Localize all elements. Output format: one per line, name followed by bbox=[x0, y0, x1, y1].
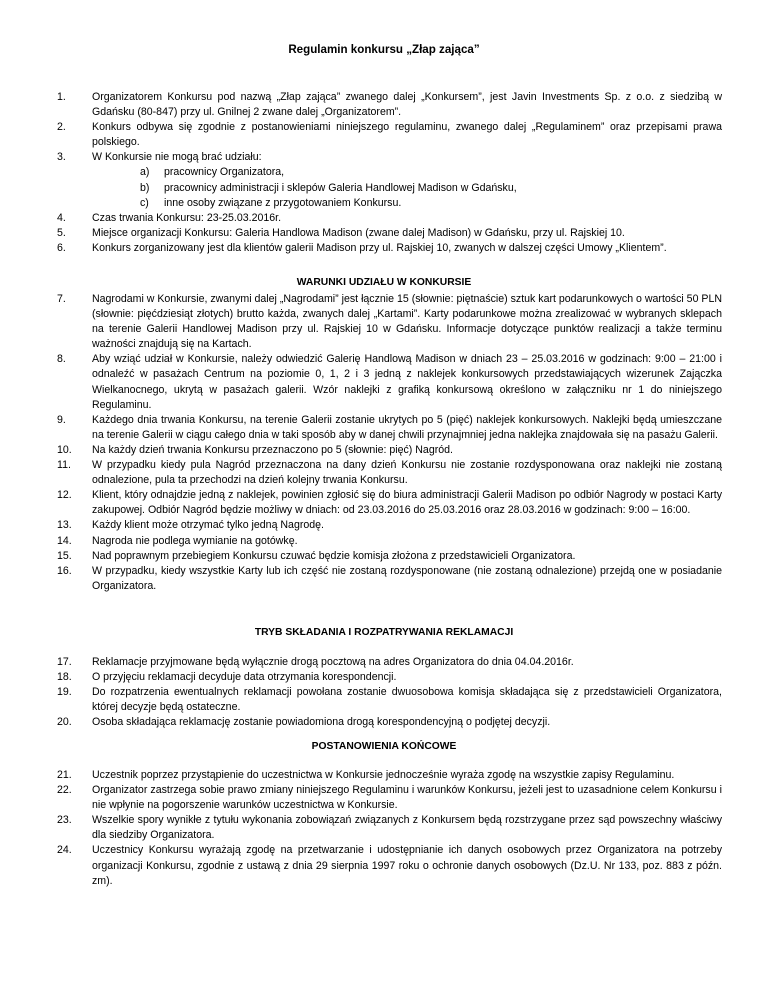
section-heading-conditions: WARUNKI UDZIAŁU W KONKURSIE bbox=[296, 277, 472, 288]
item-text: Uczestnik poprzez przystąpienie do uczestnictwa w Konkursie jednocześnie wyraża zgodę na wszystkie zapisy Regulaminu. bbox=[92, 769, 675, 781]
item-number: 16. bbox=[57, 564, 72, 577]
excluded-persons-sublist bbox=[92, 165, 722, 210]
list-item bbox=[57, 564, 722, 594]
list-item bbox=[57, 120, 722, 150]
list-item bbox=[57, 783, 722, 813]
section-heading-final-provisions: POSTANOWIENIA KOŃCOWE bbox=[311, 741, 457, 752]
list-item bbox=[57, 813, 722, 843]
item-text: Konkurs odbywa się zgodnie z postanowieniami niniejszego regulaminu, zwanego dalej „Regulaminem” oraz przepisami prawa polskiego. bbox=[92, 121, 722, 149]
item-text: Osoba składająca reklamację zostanie powiadomiona drogą korespondencyjną o podjętej decyzji. bbox=[92, 716, 551, 729]
rules-list-general bbox=[57, 90, 722, 256]
item-text: W Konkursie nie mogą brać udziału: bbox=[92, 151, 262, 164]
item-number: 5. bbox=[57, 226, 66, 239]
list-item bbox=[57, 488, 722, 518]
sublist-item bbox=[92, 181, 722, 196]
item-text: Uczestnicy Konkursu wyrażają zgodę na przetwarzanie i udostępnianie ich danych osobowych przez Organizatora na potrzeby organizacji Konkursu, zgodnie z ustawą z dnia 29 sierpnia 1997 roku o ochronie danych osobowych (Dz.U. Nr 133, poz. 883 z późn. zm). bbox=[92, 844, 722, 887]
item-number: 4. bbox=[57, 211, 66, 224]
item-number: 14. bbox=[57, 534, 72, 547]
item-text: Nagroda nie podlega wymianie na gotówkę. bbox=[92, 534, 298, 547]
list-item bbox=[57, 211, 722, 226]
item-number: 9. bbox=[57, 413, 66, 426]
list-item bbox=[57, 843, 722, 888]
item-number: 8. bbox=[57, 353, 66, 366]
page-title: Regulamin konkursu „Złap zająca” bbox=[288, 43, 480, 56]
rules-list-final bbox=[57, 768, 722, 889]
rules-list-conditions bbox=[57, 292, 723, 594]
item-number: 22. bbox=[57, 784, 72, 797]
list-item bbox=[57, 715, 722, 730]
item-number: 21. bbox=[57, 769, 72, 781]
item-number: 24. bbox=[57, 844, 72, 857]
list-item bbox=[57, 413, 722, 443]
item-text: Nad poprawnym przebiegiem Konkursu czuwać będzie komisja złożona z przedstawicieli Organizatora. bbox=[92, 549, 576, 562]
subitem-text: pracownicy Organizatora, bbox=[164, 166, 285, 179]
item-number: 15. bbox=[57, 549, 72, 562]
item-text: O przyjęciu reklamacji decyduje data otrzymania korespondencji. bbox=[92, 671, 397, 684]
list-item bbox=[57, 518, 722, 533]
item-text: Czas trwania Konkursu: 23-25.03.2016r. bbox=[92, 211, 282, 224]
item-text: Organizator zastrzega sobie prawo zmiany niniejszego Regulaminu i warunków Konkursu, jeżeli jest to uzasadnione celem Konkursu i nie wpłynie na pogorszenie warunków uczestnictwa w Konkursie. bbox=[92, 784, 722, 812]
list-item bbox=[57, 292, 723, 352]
list-item bbox=[57, 534, 722, 549]
subitem-letter: a) bbox=[140, 166, 150, 179]
item-number: 19. bbox=[57, 686, 72, 699]
item-number: 3. bbox=[57, 151, 66, 164]
item-text: Każdy klient może otrzymać tylko jedną Nagrodę. bbox=[92, 519, 324, 532]
item-number: 20. bbox=[57, 716, 72, 729]
item-number: 13. bbox=[57, 519, 72, 532]
item-number: 2. bbox=[57, 121, 66, 134]
list-item bbox=[57, 90, 722, 120]
list-item bbox=[57, 352, 722, 412]
item-text: W przypadku, kiedy wszystkie Karty lub ich część nie zostaną rozdysponowane (nie zostaną odnalezione) przejdą one w posiadanie Organizatora. bbox=[92, 564, 722, 592]
item-text: Reklamacje przyjmowane będą wyłącznie drogą pocztową na adres Organizatora do dnia 04.04.2016r. bbox=[92, 656, 574, 668]
item-number: 23. bbox=[57, 814, 72, 827]
list-item bbox=[57, 443, 722, 458]
item-text: Nagrodami w Konkursie, zwanymi dalej „Nagrodami” jest łącznie 15 (słownie: piętnaście) sztuk kart podarunkowych o wartości 50 PLN (słownie: pięćdziesiąt złotych) brutto każda, zwanych dalej „Kartami”. Karty podarunkowe można zrealizować w wybranych sklepach na terenie Galerii Handlowej Madison przy ul. Rajskiej 10 w Gdańsku. Informacje dotyczące punktów realizacji a także terminu ważności znajdują się na Kartach. bbox=[92, 293, 723, 351]
list-item bbox=[57, 241, 722, 256]
rules-list-complaints bbox=[57, 655, 722, 730]
subitem-text: inne osoby związane z przygotowaniem Konkursu. bbox=[164, 196, 402, 209]
sublist-item bbox=[92, 165, 722, 180]
item-text: Każdego dnia trwania Konkursu, na terenie Galerii zostanie ukrytych po 5 (pięć) naklejek konkursowych. Naklejki będą umieszczane na terenie Galerii w ciągu całego dnia w taki sposób aby w danej chwili przynajmniej jedna naklejka znajdowała się na pasażu Galerii. bbox=[92, 413, 722, 441]
item-text: Miejsce organizacji Konkursu: Galeria Handlowa Madison (zwane dalej Madison) w Gdańsku, przy ul. Rajskiej 10. bbox=[92, 226, 625, 239]
list-item bbox=[57, 670, 722, 685]
item-number: 1. bbox=[57, 91, 66, 103]
item-number: 6. bbox=[57, 241, 66, 254]
list-item bbox=[57, 226, 722, 241]
item-text: Klient, który odnajdzie jedną z naklejek, powinien zgłosić się do biura administracji Galerii Madison po odbiór Nagrody w postaci Karty zakupowej. Odbiór Nagród będzie możliwy w dniach: od 23.03.2016 do 25.03.2016 oraz 28.03.2016 w godzinach: 9:00 – 16:00. bbox=[92, 489, 722, 517]
list-item bbox=[57, 458, 722, 488]
item-text: W przypadku kiedy pula Nagród przeznaczona na dany dzień Konkursu nie zostanie rozdysponowana oraz naklejki nie zostaną odnalezione, pula ta przechodzi na dzień kolejny trwania Konkursu. bbox=[92, 459, 722, 487]
item-number: 10. bbox=[57, 443, 72, 456]
item-text: Do rozpatrzenia ewentualnych reklamacji powołana zostanie dwuosobowa komisja składająca się z przedstawicieli Organizatora, której decyzje będą ostateczne. bbox=[92, 686, 722, 714]
list-item bbox=[57, 655, 722, 670]
item-number: 11. bbox=[57, 459, 71, 472]
item-text: Wszelkie spory wynikłe z tytułu wykonania zobowiązań związanych z Konkursem będą rozstrzygane przez sąd powszechny właściwy dla siedziby Organizatora. bbox=[92, 814, 722, 842]
list-item bbox=[57, 549, 722, 564]
sublist-item bbox=[92, 196, 722, 211]
list-item bbox=[57, 768, 722, 783]
list-item bbox=[57, 685, 722, 715]
item-text: Aby wziąć udział w Konkursie, należy odwiedzić Galerię Handlową Madison w dniach 23 – 25.03.2016 w godzinach: 9:00 – 21:00 i odnaleźć w pasażach Centrum na poziomie 0, 1, 2 i 3 jedną z naklejek konkursowych przedstawiających wizerunek Zajączka Wielkanocnego, ukrytą w pasażach galerii. Wzór naklejki z grafiką konkursową określono w załączniku nr 1 do niniejszego Regulaminu. bbox=[92, 353, 722, 411]
item-text: Organizatorem Konkursu pod nazwą „Złap zająca” zwanego dalej „Konkursem”, jest Javin Investments Sp. z o.o. z siedzibą w Gdańsku (80-847) przy ul. Gnilnej 2 zwane dalej „Organizatorem”. bbox=[92, 91, 722, 119]
subitem-text: pracownicy administracji i sklepów Galeria Handlowej Madison w Gdańsku, bbox=[164, 181, 517, 194]
item-text: Na każdy dzień trwania Konkursu przeznaczono po 5 (słownie: pięć) Nagród. bbox=[92, 443, 453, 456]
list-item bbox=[57, 150, 722, 210]
item-number: 18. bbox=[57, 671, 72, 684]
subitem-letter: b) bbox=[140, 181, 150, 194]
item-number: 17. bbox=[57, 656, 72, 668]
section-heading-complaints: TRYB SKŁADANIA I ROZPATRYWANIA REKLAMACJI bbox=[254, 627, 514, 638]
item-text: Konkurs zorganizowany jest dla klientów galerii Madison przy ul. Rajskiej 10, zwanych w dalszej części Umowy „Klientem”. bbox=[92, 241, 667, 254]
item-number: 12. bbox=[57, 489, 72, 502]
item-number: 7. bbox=[57, 293, 66, 305]
subitem-letter: c) bbox=[140, 196, 149, 209]
